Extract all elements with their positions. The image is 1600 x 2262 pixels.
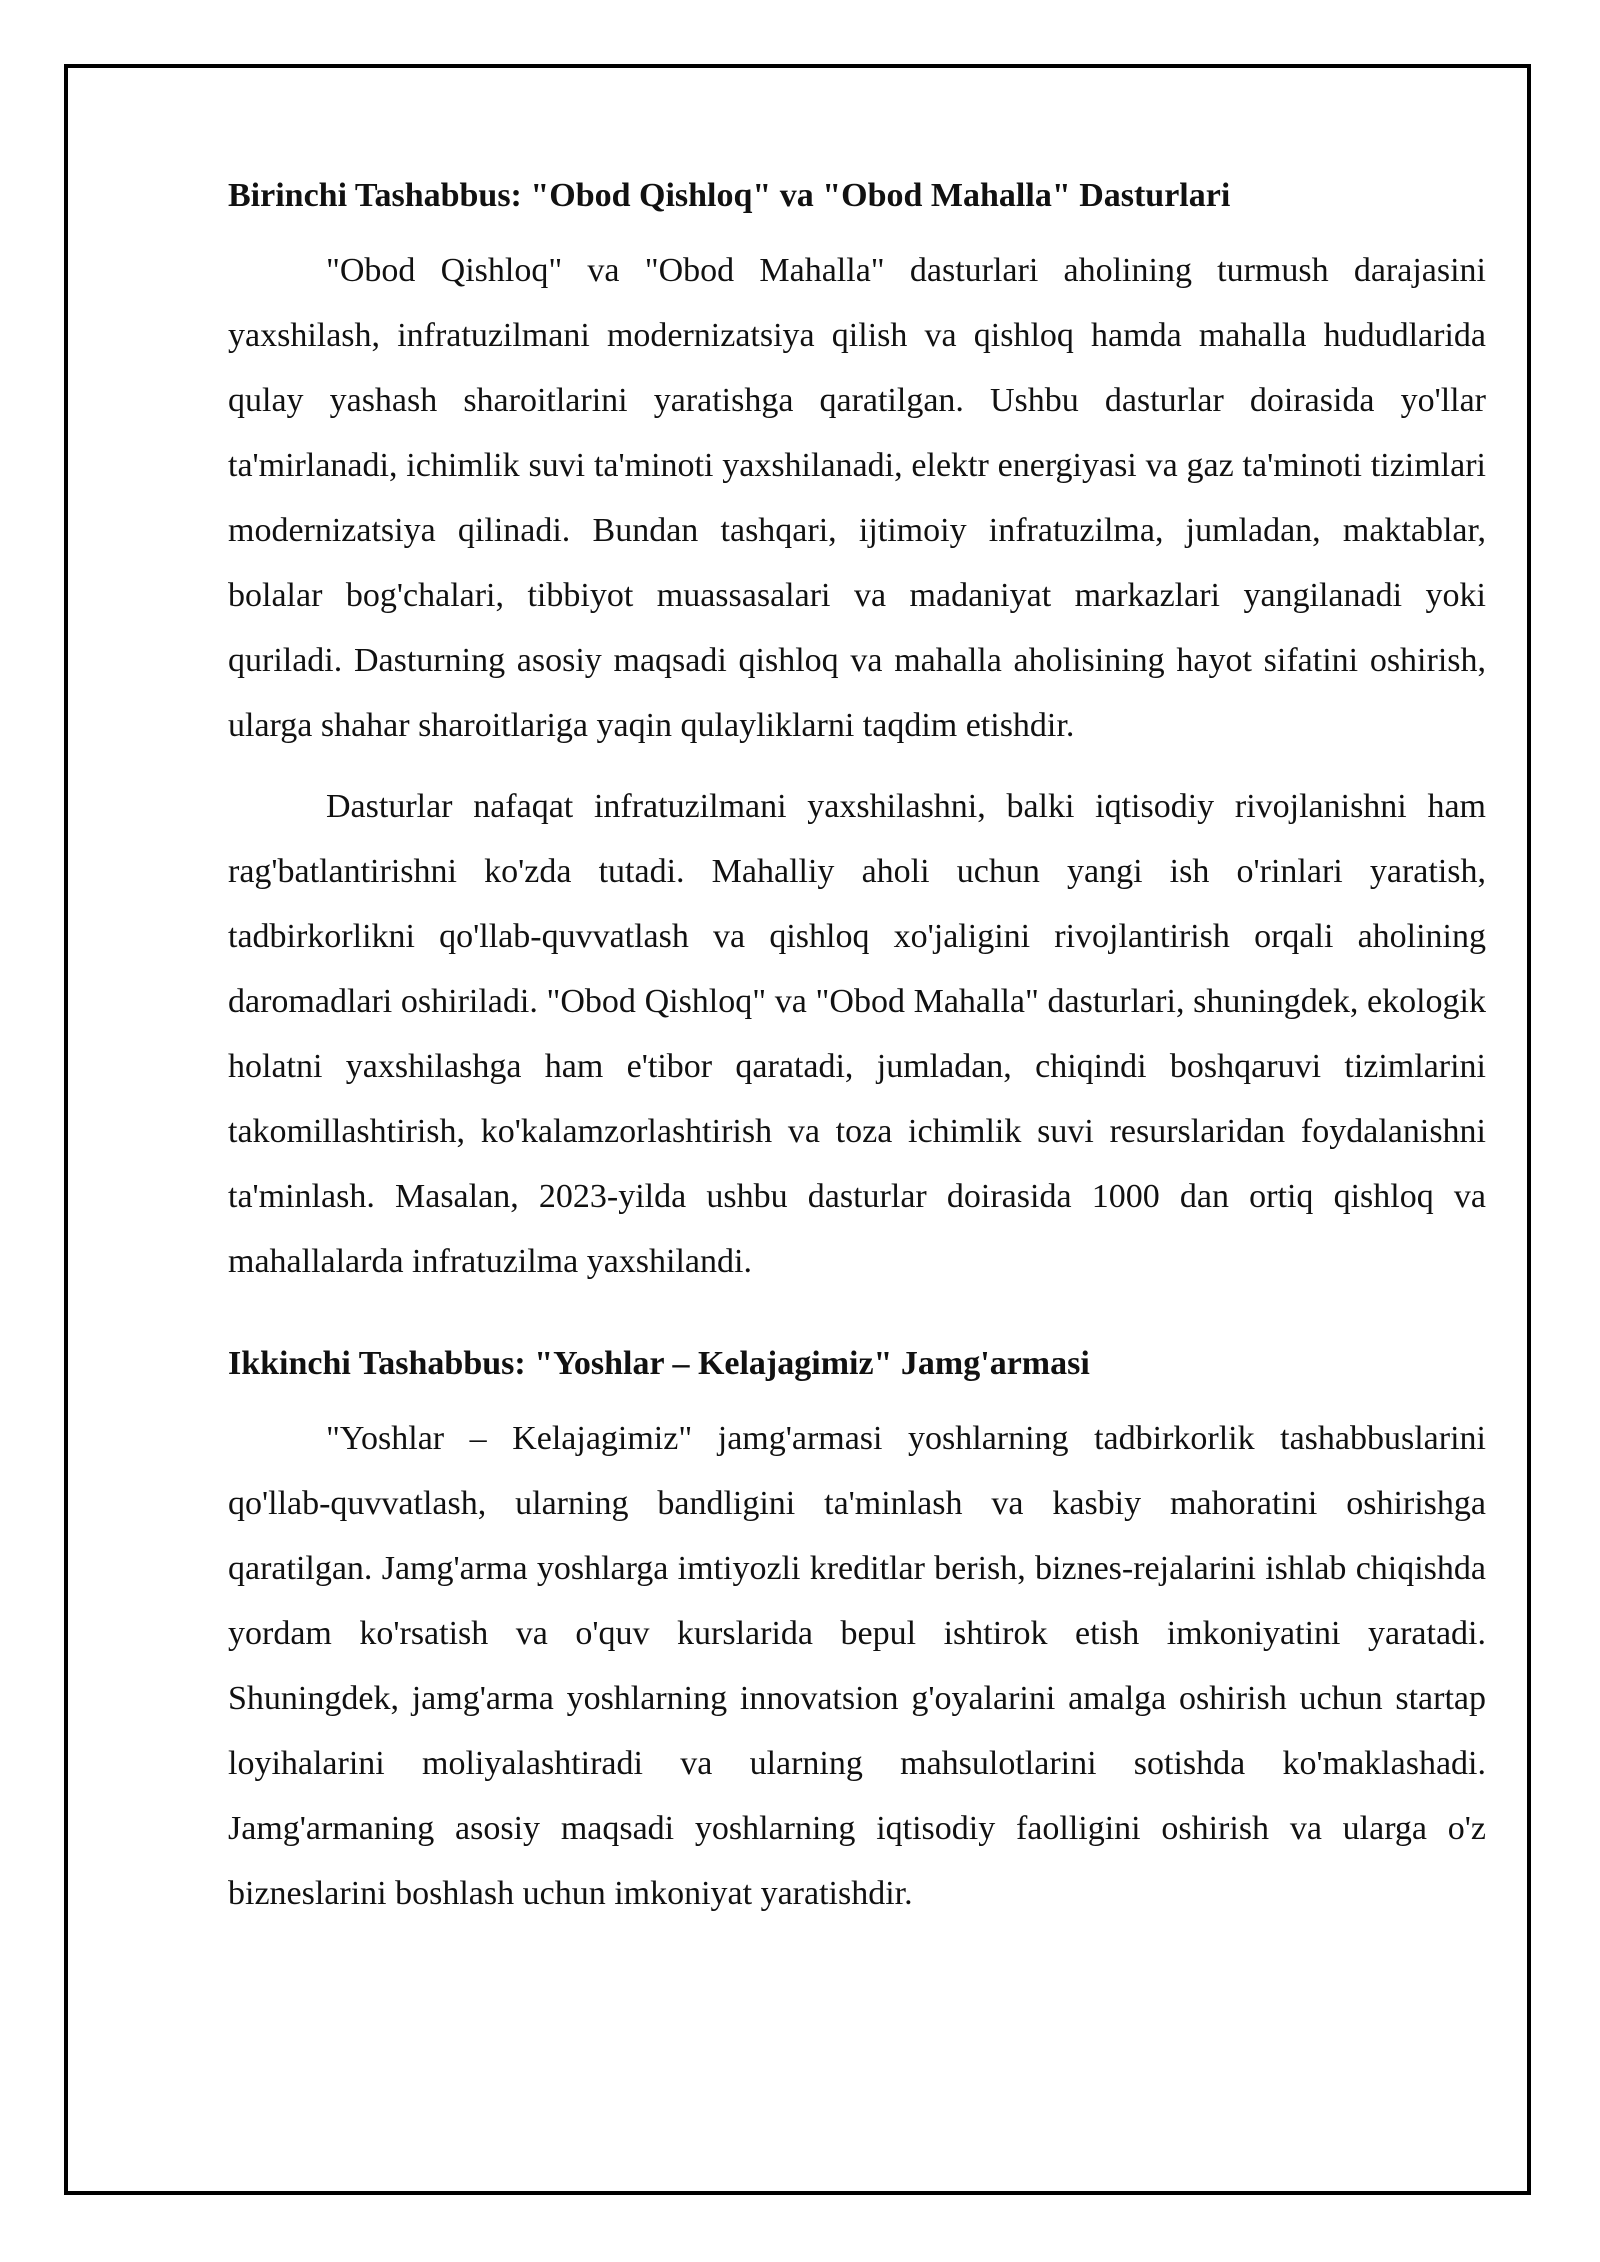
section-yoshlar-kelajagimiz xyxy=(228,1340,1486,1926)
section-heading: Birinchi Tashabbus: "Obod Qishloq" va "Obod Mahalla" Dasturlari xyxy=(228,177,1231,214)
paragraph: "Yoshlar – Kelajagimiz" jamg'armasi yoshlarning tadbirkorlik tashabbuslarini qo'llab-quvvatlash, ularning bandligini ta'minlash va kasbiy mahoratini oshirishga qaratilgan. Jamg'arma yoshlarga imtiyozli kreditlar berish, biznes-rejalarini ishlab chiqishda yordam ko'rsatish va o'quv kurslarida bepul ishtirok etish imkoniyatini yaratadi. Shuningdek, jamg'arma yoshlarning innovatsion g'oyalarini amalga oshirish uchun startap loyihalarini moliyalashtiradi va ularning mahsulotlarini sotishda ko'maklashadi. Jamg'armaning asosiy maqsadi yoshlarning iqtisodiy faolligini oshirish va ularga o'z bizneslarini boshlash uchun imkoniyat yaratishdir. xyxy=(228,1420,1486,1912)
paragraph: Dasturlar nafaqat infratuzilmani yaxshilashni, balki iqtisodiy rivojlanishni ham rag'batlantirishni ko'zda tutadi. Mahalliy aholi uchun yangi ish o'rinlari yaratish, tadbirkorlikni qo'llab-quvvatlash va qishloq xo'jaligini rivojlantirish orqali aholining daromadlari oshiriladi. "Obod Qishloq" va "Obod Mahalla" dasturlari, shuningdek, ekologik holatni yaxshilashga ham e'tibor qaratadi, jumladan, chiqindi boshqaruvi tizimlarini takomillashtirish, ko'kalamzorlashtirish va toza ichimlik suvi resurslaridan foydalanishni ta'minlash. Masalan, 2023-yilda ushbu dasturlar doirasida 1000 dan ortiq qishloq va mahallalarda infratuzilma yaxshilandi. xyxy=(228,788,1486,1280)
section-obod-qishloq xyxy=(228,172,1486,1294)
document-body xyxy=(228,172,1486,1942)
section-heading: Ikkinchi Tashabbus: "Yoshlar – Kelajagimiz" Jamg'armasi xyxy=(228,1345,1090,1382)
paragraph: "Obod Qishloq" va "Obod Mahalla" dasturlari aholining turmush darajasini yaxshilash, infratuzilmani modernizatsiya qilish va qishloq hamda mahalla hududlarida qulay yashash sharoitlarini yaratishga qaratilgan. Ushbu dasturlar doirasida yo'llar ta'mirlanadi, ichimlik suvi ta'minoti yaxshilanadi, elektr energiyasi va gaz ta'minoti tizimlari modernizatsiya qilinadi. Bundan tashqari, ijtimoiy infratuzilma, jumladan, maktablar, bolalar bog'chalari, tibbiyot muassasalari va madaniyat markazlari yangilanadi yoki quriladi. Dasturning asosiy maqsadi qishloq va mahalla aholisining hayot sifatini oshirish, ularga shahar sharoitlariga yaqin qulayliklarni taqdim etishdir. xyxy=(228,252,1486,744)
